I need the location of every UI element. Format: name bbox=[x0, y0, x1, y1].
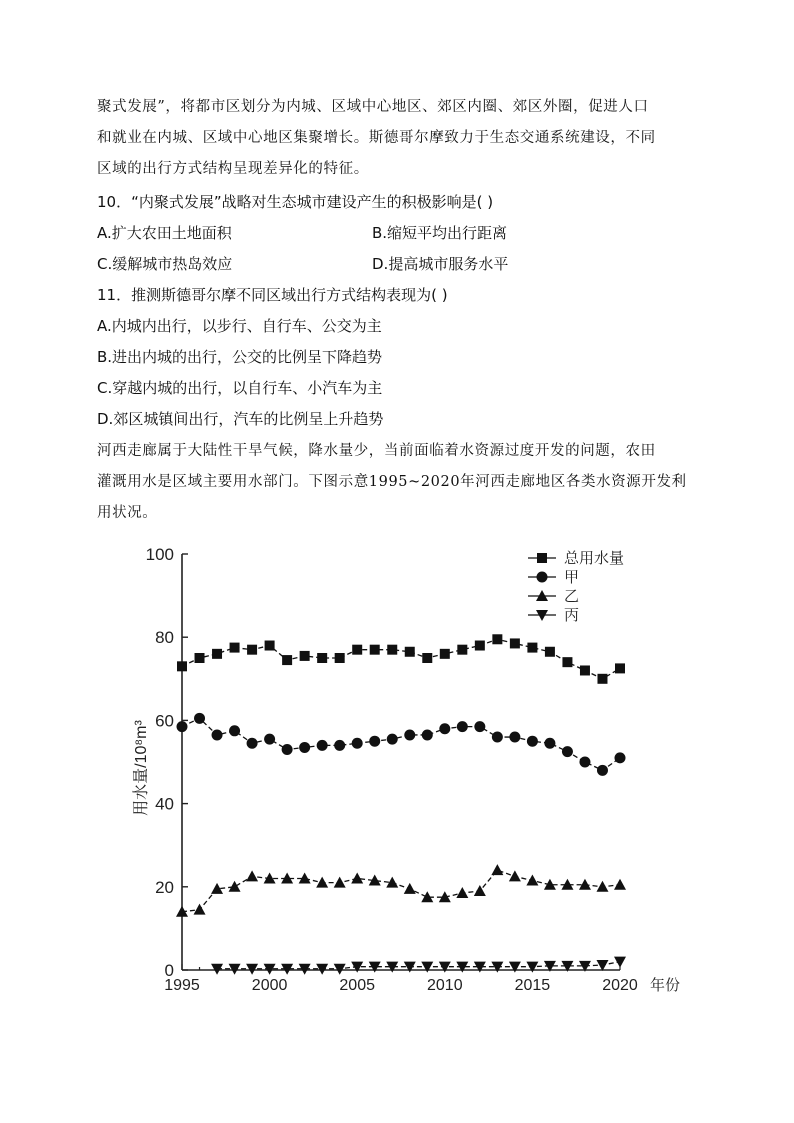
data-point bbox=[194, 904, 206, 915]
data-point bbox=[510, 638, 520, 648]
data-point bbox=[246, 870, 258, 881]
data-point bbox=[317, 653, 327, 663]
data-point bbox=[526, 875, 538, 886]
data-point bbox=[229, 881, 241, 892]
material-line: 用状况。 bbox=[97, 505, 158, 521]
data-point bbox=[422, 653, 432, 663]
legend-label: 乙 bbox=[564, 588, 580, 605]
x-tick-label: 2020 bbox=[602, 977, 638, 994]
question-11-stem: 11．推测斯德哥尔摩不同区域出行方式结构表现为( ) bbox=[97, 286, 448, 304]
legend-label: 总用水量 bbox=[564, 550, 625, 567]
intro-line: 聚式发展”，将都市区划分为内城、区域中心地区、郊区内圈、郊区外圈，促进人口 bbox=[97, 99, 649, 115]
material-line: 河西走廊属于大陆性干旱气候，降水量少，当前面临着水资源过度开发的问题，农田 bbox=[97, 443, 656, 459]
material-line: 灌溉用水是区域主要用水部门。下图示意1995~2020年河西走廊地区各类水资源开发利 bbox=[97, 474, 687, 490]
data-point bbox=[527, 643, 537, 653]
data-point bbox=[615, 663, 625, 673]
data-point bbox=[580, 665, 590, 675]
data-point bbox=[334, 877, 346, 888]
data-point bbox=[335, 653, 345, 663]
water-use-line-chart bbox=[130, 538, 681, 998]
data-point bbox=[474, 721, 485, 732]
y-tick-label: 0 bbox=[164, 961, 174, 980]
x-tick-label: 1995 bbox=[164, 977, 200, 994]
question-11-option-c: C.穿越内城的出行，以自行车、小汽车为主 bbox=[97, 379, 383, 397]
data-point bbox=[614, 879, 626, 890]
data-point bbox=[317, 740, 328, 751]
data-point bbox=[230, 643, 240, 653]
y-tick-label: 20 bbox=[155, 877, 174, 897]
data-point bbox=[596, 881, 608, 892]
data-point bbox=[491, 864, 503, 875]
series-line bbox=[182, 870, 620, 912]
data-point bbox=[282, 744, 293, 755]
question-10-option-d: D.提高城市服务水平 bbox=[372, 255, 509, 273]
legend-marker bbox=[537, 553, 547, 563]
y-tick-label: 40 bbox=[155, 794, 174, 814]
data-point bbox=[545, 647, 555, 657]
intro-line: 区域的出行方式结构呈现差异化的特征。 bbox=[97, 161, 369, 177]
question-10-option-b: B.缩短平均出行距离 bbox=[372, 224, 508, 242]
legend-label: 丙 bbox=[564, 607, 580, 624]
data-point bbox=[440, 649, 450, 659]
data-point bbox=[421, 962, 433, 973]
x-tick-label: 2000 bbox=[251, 977, 288, 994]
legend-label: 甲 bbox=[564, 569, 580, 586]
question-10-stem: 10．“内聚式发展”战略对生态城市建设产生的积极影响是( ) bbox=[97, 193, 494, 211]
data-point bbox=[509, 732, 520, 743]
data-point bbox=[300, 651, 310, 661]
question-11-option-a: A.内城内出行，以步行、自行车、公交为主 bbox=[97, 317, 382, 335]
data-point bbox=[614, 957, 626, 968]
intro-line: 和就业在内城、区域中心地区集聚增长。斯德哥尔摩致力于生态交通系统建设，不同 bbox=[97, 130, 656, 146]
data-point bbox=[369, 736, 380, 747]
data-point bbox=[265, 641, 275, 651]
series-1 bbox=[177, 713, 626, 776]
data-point bbox=[422, 729, 433, 740]
data-point bbox=[492, 732, 503, 743]
x-tick-label: 2010 bbox=[427, 977, 463, 994]
data-point bbox=[177, 721, 188, 732]
x-axis-label: 年份 bbox=[650, 977, 681, 994]
chart-series bbox=[176, 634, 626, 974]
x-tick-label: 2005 bbox=[339, 977, 375, 994]
data-point bbox=[492, 634, 502, 644]
data-point bbox=[527, 736, 538, 747]
data-point bbox=[351, 872, 363, 883]
series-3 bbox=[211, 957, 626, 975]
data-point bbox=[456, 887, 468, 898]
data-point bbox=[457, 721, 468, 732]
x-tick-label: 2015 bbox=[514, 977, 551, 994]
data-point bbox=[212, 649, 222, 659]
y-tick-label: 100 bbox=[145, 545, 174, 564]
series-0 bbox=[177, 634, 625, 684]
data-point bbox=[212, 729, 223, 740]
question-11-option-b: B.进出内城的出行，公交的比例呈下降趋势 bbox=[97, 348, 383, 366]
chart-legend bbox=[528, 550, 624, 624]
data-point bbox=[247, 645, 257, 655]
data-point bbox=[597, 674, 607, 684]
data-point bbox=[404, 729, 415, 740]
data-point bbox=[509, 962, 521, 973]
data-point bbox=[247, 738, 258, 749]
data-point bbox=[387, 734, 398, 745]
series-2 bbox=[176, 864, 626, 917]
data-point bbox=[352, 738, 363, 749]
data-point bbox=[615, 752, 626, 763]
data-point bbox=[194, 713, 205, 724]
series-line bbox=[217, 962, 620, 969]
intro-paragraph bbox=[97, 92, 707, 185]
data-point bbox=[370, 645, 380, 655]
question-11-option-d: D.郊区城镇间出行，汽车的比例呈上升趋势 bbox=[97, 410, 384, 428]
data-point bbox=[405, 647, 415, 657]
data-point bbox=[229, 725, 240, 736]
material-paragraph bbox=[97, 436, 707, 529]
data-point bbox=[579, 757, 590, 768]
data-point bbox=[475, 641, 485, 651]
data-point bbox=[334, 740, 345, 751]
data-point bbox=[597, 765, 608, 776]
data-point bbox=[562, 657, 572, 667]
data-point bbox=[264, 734, 275, 745]
data-point bbox=[299, 742, 310, 753]
question-10-option-a: A.扩大农田土地面积 bbox=[97, 224, 232, 242]
data-point bbox=[526, 962, 538, 973]
data-point bbox=[352, 645, 362, 655]
data-point bbox=[195, 653, 205, 663]
question-10-option-c: C.缓解城市热岛效应 bbox=[97, 255, 233, 273]
data-point bbox=[544, 738, 555, 749]
y-axis-label: 用水量/10⁸m³ bbox=[133, 720, 150, 816]
data-point bbox=[387, 645, 397, 655]
data-point bbox=[562, 746, 573, 757]
data-point bbox=[509, 870, 521, 881]
data-point bbox=[177, 661, 187, 671]
y-tick-label: 60 bbox=[155, 711, 174, 731]
legend-marker bbox=[537, 572, 548, 583]
data-point bbox=[439, 723, 450, 734]
data-point bbox=[457, 645, 467, 655]
data-point bbox=[404, 883, 416, 894]
y-tick-label: 80 bbox=[155, 628, 174, 648]
data-point bbox=[316, 877, 328, 888]
data-point bbox=[282, 655, 292, 665]
